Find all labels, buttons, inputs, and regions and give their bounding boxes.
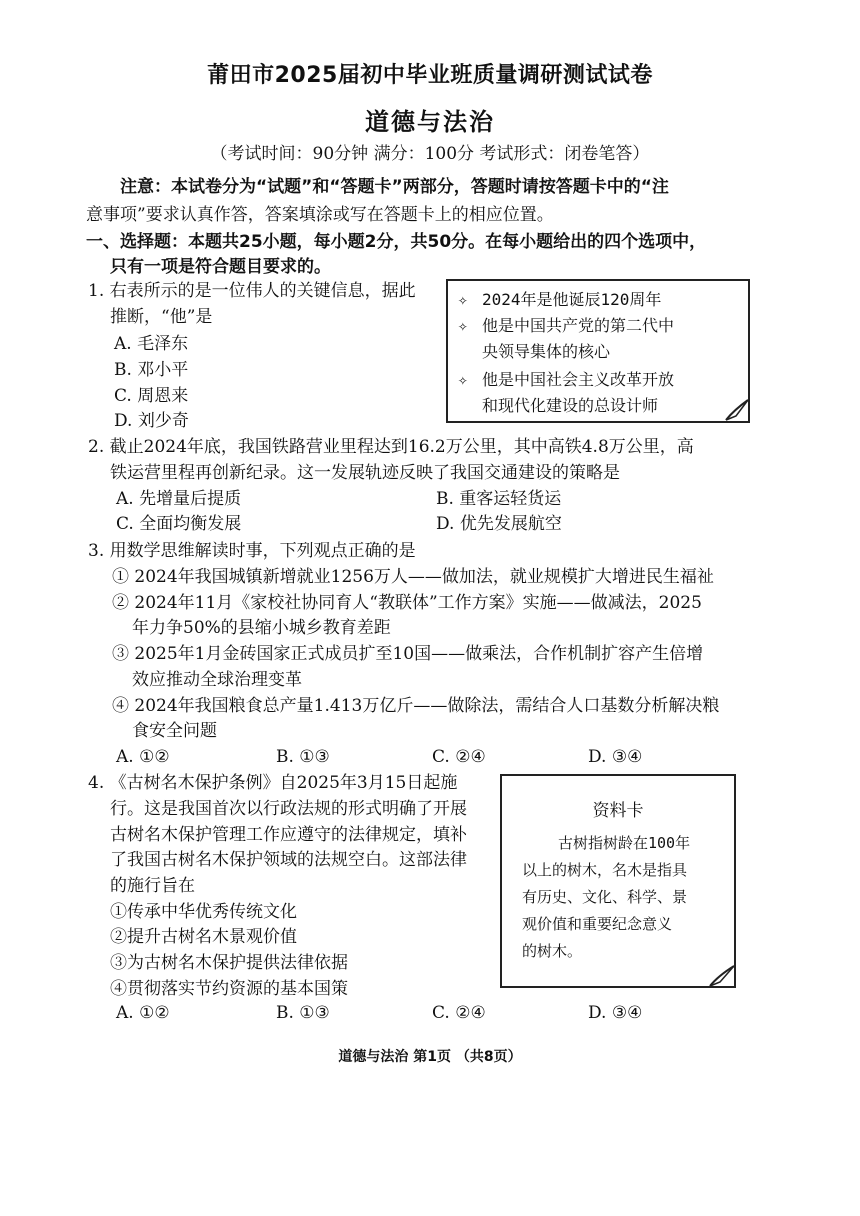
q1-stem-line-1: 1. 右表所示的是一位伟人的关键信息，据此 [88, 281, 416, 301]
subject-title: 道德与法治 [365, 108, 495, 136]
q1-card-line-5: 和现代化建设的总设计师 [482, 396, 659, 415]
q1-option-a[interactable]: A. 毛泽东 [114, 334, 189, 354]
q4-stem-line-5: 的施行旨在 [110, 876, 195, 896]
notice-line-1: 注意：本试卷分为“试题”和“答题卡”两部分，答题时请按答题卡中的“注 [120, 177, 669, 197]
q4-card-line-2: 以上的树木，名木是指具 [522, 861, 688, 879]
diamond-bullet-icon: ✧ [458, 370, 468, 389]
q4-card-title: 资料卡 [592, 801, 644, 821]
q4-stem-line-1: 4. 《古树名木保护条例》自2025年3月15日起施 [88, 773, 458, 793]
q1-option-c[interactable]: C. 周恩来 [114, 386, 189, 406]
q3-stem: 3. 用数学思维解读时事，下列观点正确的是 [88, 541, 416, 561]
q3-item-4: ④ 2024年我国粮食总产量1.413万亿斤——做除法，需结合人口基数分析解决粮 [112, 696, 720, 716]
q4-item-1: ①传承中华优秀传统文化 [110, 902, 297, 922]
q4-card-line-3: 有历史、文化、科学、景 [522, 888, 688, 906]
q1-card-line-2: ✧ 他是中国共产党的第二代中 [458, 311, 674, 340]
page-footer: 道德与法治 第1页 （共8页） [338, 1049, 522, 1065]
q2-option-b[interactable]: B. 重客运轻货运 [436, 489, 562, 509]
q4-info-card [500, 774, 736, 988]
diamond-bullet-icon: ✧ [458, 290, 468, 309]
q3-option-d[interactable]: D. ③④ [588, 747, 643, 767]
q1-info-card [446, 279, 750, 423]
notice-line-2: 意事项”要求认真作答，答案填涂或写在答题卡上的相应位置。 [86, 205, 554, 225]
q4-card-line-5: 的树木。 [522, 942, 583, 960]
q3-item-3: ③ 2025年1月金砖国家正式成员扩至10国——做乘法，合作机制扩容产生倍增 [112, 644, 704, 664]
q4-item-2: ②提升古树名木景观价值 [110, 927, 297, 947]
q4-item-4: ④贯彻落实节约资源的基本国策 [110, 979, 348, 999]
q4-card-line-4: 观价值和重要纪念意义 [522, 915, 673, 933]
q4-stem-line-2: 行。这是我国首次以行政法规的形式明确了开展 [110, 799, 467, 819]
q1-option-b[interactable]: B. 邓小平 [114, 360, 189, 380]
section-heading-line-1: 一、选择题：本题共25小题，每小题2分，共50分。在每小题给出的四个选项中， [86, 232, 707, 252]
q3-item-3-cont: 效应推动全球治理变革 [132, 670, 302, 690]
q2-stem-line-1: 2. 截止2024年底，我国铁路营业里程达到16.2万公里，其中高铁4.8万公里，高 [88, 437, 694, 457]
q4-card-line-1: 古树指树龄在100年 [558, 834, 691, 852]
q1-option-d[interactable]: D. 刘少奇 [114, 411, 189, 431]
q4-item-3: ③为古树名木保护提供法律依据 [110, 953, 348, 973]
exam-info: （考试时间：90分钟 满分：100分 考试形式：闭卷笔答） [210, 144, 650, 164]
q1-card-line-4: ✧ 他是中国社会主义改革开放 [458, 365, 674, 394]
folded-corner-icon [722, 396, 752, 424]
q2-option-a[interactable]: A. 先增量后提质 [116, 489, 242, 509]
q3-item-2-cont: 年力争50%的县缩小城乡教育差距 [132, 618, 391, 638]
q1-stem-line-2: 推断，“他”是 [110, 307, 213, 327]
exam-title: 莆田市2025届初中毕业班质量调研测试试卷 [207, 63, 653, 88]
q3-option-c[interactable]: C. ②④ [432, 747, 486, 767]
q3-item-1: ① 2024年我国城镇新增就业1256万人——做加法，就业规模扩大增进民生福祉 [112, 567, 714, 587]
q1-card-line-3: 央领导集体的核心 [482, 342, 611, 361]
q4-option-b[interactable]: B. ①③ [276, 1003, 330, 1023]
q4-option-a[interactable]: A. ①② [116, 1003, 170, 1023]
q1-card-line-1: ✧ 2024年是他诞辰120周年 [458, 285, 661, 314]
q4-stem-line-3: 古树名木保护管理工作应遵守的法律规定，填补 [110, 825, 467, 845]
section-heading-line-2: 只有一项是符合题目要求的。 [110, 257, 331, 277]
diamond-bullet-icon: ✧ [458, 316, 468, 335]
q2-option-c[interactable]: C. 全面均衡发展 [116, 514, 242, 534]
q3-item-2: ② 2024年11月《家校社协同育人“教联体”工作方案》实施——做减法，2025 [112, 593, 702, 613]
q4-stem-line-4: 了我国古树名木保护领域的法规空白。这部法律 [110, 850, 467, 870]
q2-option-d[interactable]: D. 优先发展航空 [436, 514, 562, 534]
q3-option-b[interactable]: B. ①③ [276, 747, 330, 767]
q3-option-a[interactable]: A. ①② [116, 747, 170, 767]
q2-stem-line-2: 铁运营里程再创新纪录。这一发展轨迹反映了我国交通建设的策略是 [110, 463, 620, 483]
q4-option-c[interactable]: C. ②④ [432, 1003, 486, 1023]
q4-option-d[interactable]: D. ③④ [588, 1003, 643, 1023]
q3-item-4-cont: 食安全问题 [132, 721, 217, 741]
folded-corner-icon [706, 962, 738, 990]
